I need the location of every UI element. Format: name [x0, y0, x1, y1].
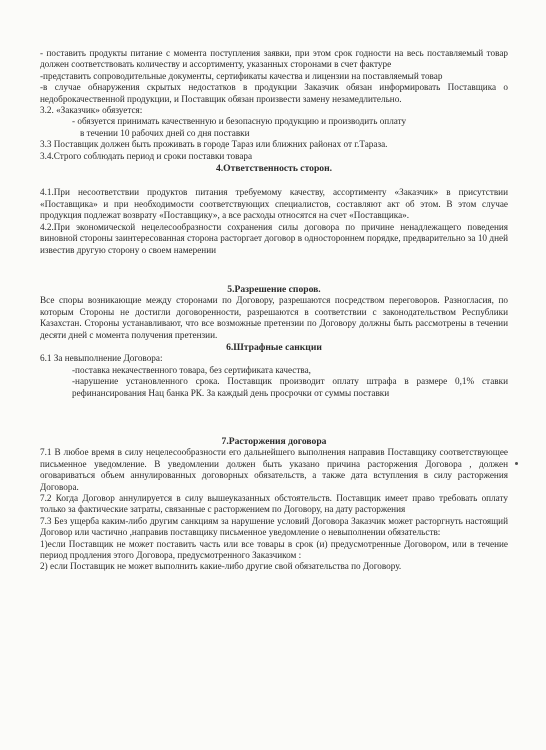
- clause-7-3-item-2: 2) если Поставщик не может выполнить какие-либо другие свой обязательства по Договору.: [40, 561, 402, 572]
- clause-3-4: 3.4.Строго соблюдать период и сроки поставки товара: [40, 150, 253, 161]
- clause-3-supply-goods: - поставить продукты питание с момента поступления заявки, при этом срок годности на весь поставляемый товар должен соответствовать количеству и ассортименту, указанных сторонами в счет фактуре: [40, 48, 508, 70]
- clause-4-1: 4.1.При несоответствии продуктов питания требуемому качеству, ассортименту «Заказчик» в присутствии «Поставщика» и при необходимости соответствующих специалистов, составляют акт об этом. В этом случае продукция подлежат возврату «Поставщику», а все расходы относятся на счет «Поставщика».: [40, 187, 508, 221]
- clause-7-2: 7.2 Когда Договор аннулируется в силу вышеуказанных обстоятельств. Поставщик имеет право требовать оплату только за фактические затраты, связанные с расторжением по Договору, на дату расторжения: [40, 493, 508, 515]
- section-5-heading: 5.Разрешение споров.: [227, 283, 321, 295]
- section-7-heading: 7.Расторжения договора: [221, 435, 327, 447]
- document-page: [40, 48, 508, 573]
- clause-5-text: Все споры возникающие между сторонами по Договору, разрешаются посредством переговоров. Разногласия, по которым Стороны не достигли договоренности, разрешаются в соответствии с законодательством Республики Казахстан. Стороны устанавливают, что все возможные претензии по Договору должны быть рассмотрены в течении десяти дней с момента получения претензии.: [40, 295, 508, 340]
- clause-6-1-penalty: -нарушение установленного срока. Поставщик производит оплату штрафа в размере 0,1% ставки рефинансирования Нац банка РК. За каждый день просрочки от суммы поставки: [72, 376, 508, 398]
- spacer: [40, 399, 508, 435]
- clause-3-3: 3.3 Поставщик должен быть проживать в городе Тараз или ближних районах от г.Тараза.: [40, 139, 388, 150]
- spacer: [40, 256, 508, 283]
- scan-dot-mark: [515, 462, 518, 465]
- clause-4-2: 4.2.При экономической нецелесообразности сохранения силы договора по причине ненадлежащего поведения виновной стороны заинтересованная сторона расторгает договор в одностороннем порядке, предварительно за 10 дней известив другую сторону о своем намерении: [40, 221, 508, 255]
- clause-3-2-accept: - обязуется принимать качественную и безопасную продукцию и производить оплату: [72, 116, 407, 127]
- section-4-heading: 4.Ответственность сторон.: [215, 163, 333, 175]
- clause-7-1: 7.1 В любое время в силу нецелесообразности его дальнейшего выполнения направив Поставщику соответствующее письменное уведомление. В уведомлении должен быть указано причина расторжения Договора , должен оговариваться объем аннулированных договорных обязательств, а также дата вступления в силу расторжения Договора.: [40, 447, 508, 492]
- clause-7-3: 7.3 Без ущерба каким-либо другим санкциям за нарушение условий Договора Заказчик может расторгнуть настоящий Договор или частично ,направив поставщику письменное уведомление о невыполнении обязательств:: [40, 515, 508, 538]
- clause-3-2-title: 3.2. «Заказчик» обязуется:: [40, 105, 143, 116]
- clause-3-hidden-defects: -в случае обнаружения скрытых недостатков в продукции Заказчик обязан информировать Поставщика о недоброкачественной продукции, и Поставщик обязан произвести замену незамедлительно.: [40, 82, 508, 104]
- clause-3-2-payment-term: в течении 10 рабочих дней со дня поставки: [80, 127, 250, 138]
- section-6-heading: 6.Штрафные санкции: [226, 341, 322, 353]
- spacer: [40, 174, 508, 187]
- clause-7-3-item-1: 1)если Поставщик не может поставить часть или все товары в срок (и) предусмотренные Договором, или в течение период продления этого Договора, предусмотренного Заказчиком :: [40, 538, 508, 561]
- clause-3-documents: -представить сопроводительные документы, сертификаты качества и лицензии на поставляемый товар: [40, 70, 443, 81]
- clause-6-1: 6.1 За невыполнение Договора:: [40, 353, 163, 364]
- clause-6-1-quality: -поставка некачественного товара, без сертификата качества,: [72, 364, 311, 375]
